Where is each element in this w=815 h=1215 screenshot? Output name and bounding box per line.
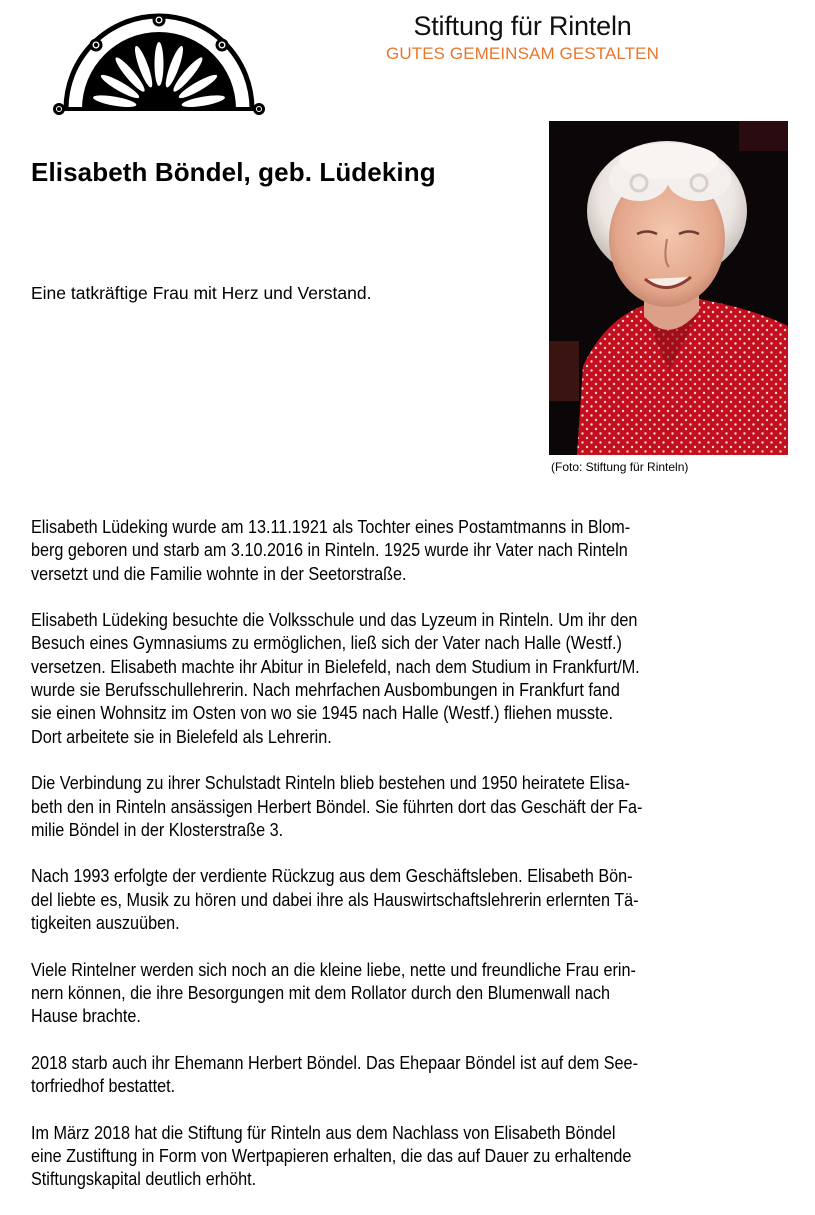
page-title: Elisabeth Böndel, geb. Lüdeking (31, 157, 436, 187)
text-line: eine Zustiftung in Form von Wertpapieren erhalten, die das auf Dauer zu erhaltende (31, 1146, 632, 1167)
text-line: milie Böndel in der Klosterstraße 3. (31, 819, 284, 840)
paragraph-education (31, 609, 792, 749)
text-line: versetzen. Elisabeth machte ihr Abitur in Bielefeld, nach dem Studium in Frankfurt/M. (31, 656, 640, 677)
paragraph-retirement (31, 865, 792, 935)
paragraph-endowment (31, 1122, 792, 1192)
text-line: Die Verbindung zu ihrer Schulstadt Rinteln blieb bestehen und 1950 heiratete Elisa- (31, 773, 630, 794)
organization-slogan: GUTES GEMEINSAM GESTALTEN (386, 44, 659, 63)
paragraph-marriage (31, 772, 792, 842)
text-line: Nach 1993 erfolgte der verdiente Rückzug aus dem Geschäftsleben. Elisabeth Bön- (31, 866, 633, 887)
text-line: beth den in Rinteln ansässigen Herbert Böndel. Sie führten dort das Geschäft der Fa- (31, 796, 643, 817)
article-body (31, 516, 791, 1215)
paragraph-memories (31, 959, 792, 1029)
organization-header (330, 10, 715, 65)
text-line: Stiftungskapital deutlich erhöht. (31, 1169, 257, 1190)
text-line: nern können, die ihre Besorgungen mit dem Rollator durch den Blumenwall nach (31, 982, 611, 1003)
text-line: torfriedhof bestattet. (31, 1076, 176, 1097)
text-line: Elisabeth Lüdeking besuchte die Volksschule und das Lyzeum in Rinteln. Um ihr den (31, 610, 638, 631)
paragraph-husband (31, 1052, 792, 1099)
sunburst-arch-logo-icon (52, 12, 266, 116)
text-line: Dort arbeitete sie in Bielefeld als Lehrerin. (31, 726, 332, 747)
photo-caption: (Foto: Stiftung für Rinteln) (551, 460, 689, 474)
text-line: del liebte es, Musik zu hören und dabei ihre als Hauswirtschaftslehrerin erlernten Tä- (31, 889, 639, 910)
text-line: Besuch eines Gymnasiums zu ermöglichen, ließ sich der Vater nach Halle (Westf.) (31, 633, 622, 654)
organization-name: Stiftung für Rinteln (413, 11, 632, 41)
text-line: Elisabeth Lüdeking wurde am 13.11.1921 als Tochter eines Postamtmanns in Blom- (31, 517, 631, 537)
text-line: tigkeiten auszuüben. (31, 913, 180, 934)
text-line: versetzt und die Familie wohnte in der Seetorstraße. (31, 563, 407, 584)
article-tagline: Eine tatkräftige Frau mit Herz und Verstand. (31, 283, 372, 303)
text-line: 2018 starb auch ihr Ehemann Herbert Böndel. Das Ehepaar Böndel ist auf dem See- (31, 1052, 638, 1073)
text-line: wurde sie Berufsschullehrerin. Nach mehrfachen Ausbombungen in Frankfurt fand (31, 680, 620, 701)
text-line: sie einen Wohnsitz im Osten von wo sie 1945 nach Halle (Westf.) fliehen musste. (31, 703, 613, 724)
text-line: Hause brachte. (31, 1006, 141, 1027)
text-line: Im März 2018 hat die Stiftung für Rinteln aus dem Nachlass von Elisabeth Böndel (31, 1122, 616, 1143)
text-line: Viele Rintelner werden sich noch an die kleine liebe, nette und freundliche Frau erin- (31, 959, 636, 980)
text-line: berg geboren und starb am 3.10.2016 in Rinteln. 1925 wurde ihr Vater nach Rinteln (31, 540, 628, 561)
portrait-photo (549, 121, 788, 455)
paragraph-birth (31, 516, 792, 586)
